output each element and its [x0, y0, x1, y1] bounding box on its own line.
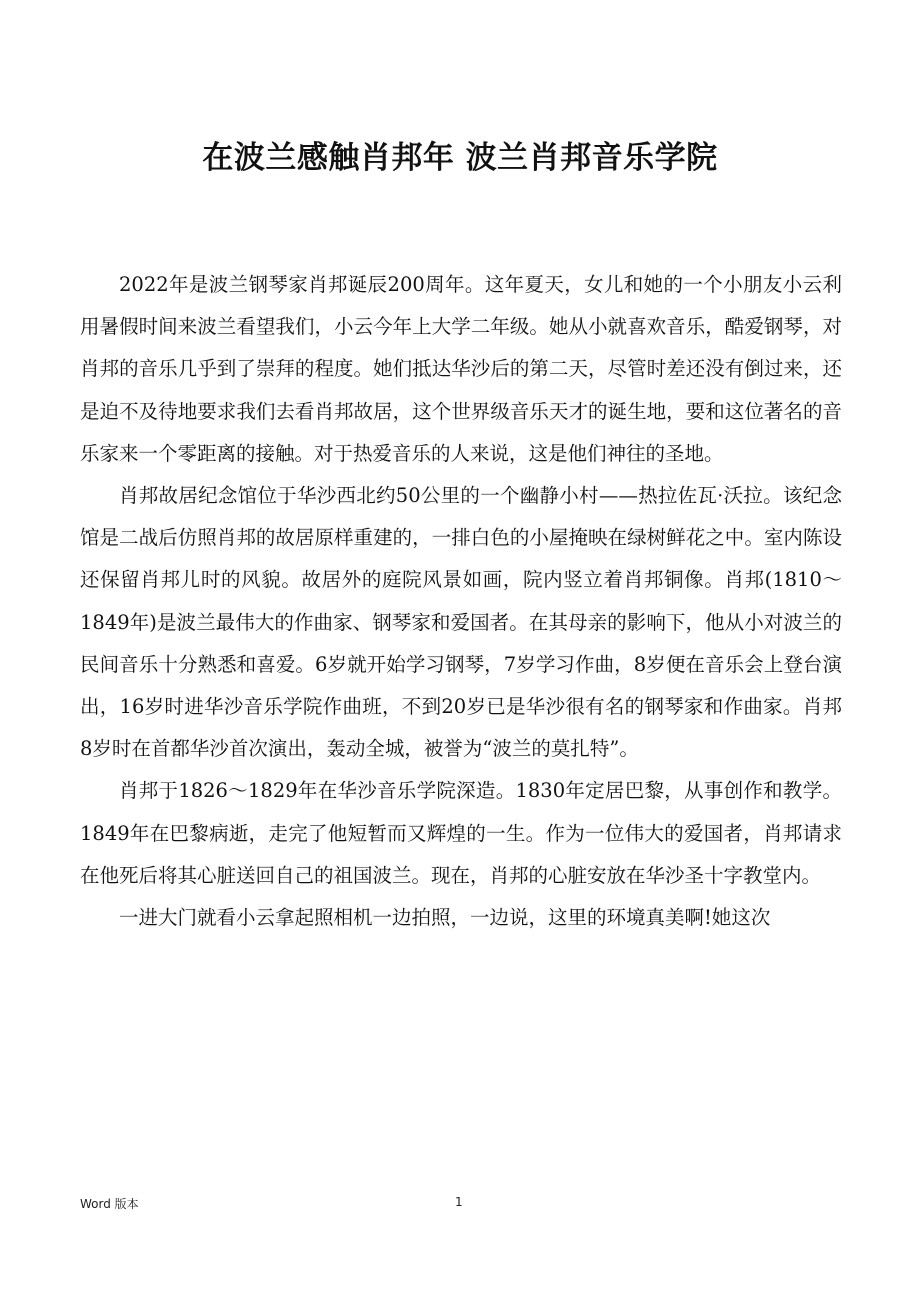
paragraph-1: 2022年是波兰钢琴家肖邦诞辰200周年。这年夏天，女儿和她的一个小朋友小云利用暑假时间来波兰看望我们，小云今年上大学二年级。她从小就喜欢音乐，酷爱钢琴，对肖邦的音乐几乎到了崇拜的程度。她们抵达华沙后的第二天，尽管时差还没有倒过来，还是迫不及待地要求我们去看肖邦故居，这个世界级音乐天才的诞生地，要和这位著名的音乐家来一个零距离的接触。对于热爱音乐的人来说，这是他们神往的圣地。 [80, 273, 842, 465]
footer-page-number: 1 [455, 1195, 463, 1209]
paragraph-2: 肖邦故居纪念馆位于华沙西北约50公里的一个幽静小村——热拉佐瓦·沃拉。该纪念馆是二战后仿照肖邦的故居原样重建的，一排白色的小屋掩映在绿树鲜花之中。室内陈设还保留肖邦儿时的风貌。故居外的庭院风景如画，院内竖立着肖邦铜像。肖邦(1810～1849年)是波兰最伟大的作曲家、钢琴家和爱国者。在其母亲的影响下，他从小对波兰的民间音乐十分熟悉和喜爱。6岁就开始学习钢琴，7岁学习作曲，8岁便在音乐会上登台演出，16岁时进华沙音乐学院作曲班，不到20岁已是华沙很有名的钢琴家和作曲家。肖邦8岁时在首都华沙首次演出，轰动全城，被誉为“波兰的莫扎特”。 [80, 484, 842, 761]
paragraph-4: 一进大门就看小云拿起照相机一边拍照，一边说，这里的环境真美啊!她这次 [119, 906, 771, 930]
paragraph-3: 肖邦于1826～1829年在华沙音乐学院深造。1830年定居巴黎，从事创作和教学。1849年在巴黎病逝，走完了他短暂而又辉煌的一生。作为一位伟大的爱国者，肖邦请求在他死后将其心脏送回自己的祖国波兰。现在，肖邦的心脏安放在华沙圣十字教堂内。 [80, 779, 842, 887]
footer-label: Word 版本 [80, 1197, 139, 1211]
document-title: 在波兰感触肖邦年 波兰肖邦音乐学院 [202, 140, 718, 176]
document-body [80, 264, 842, 939]
